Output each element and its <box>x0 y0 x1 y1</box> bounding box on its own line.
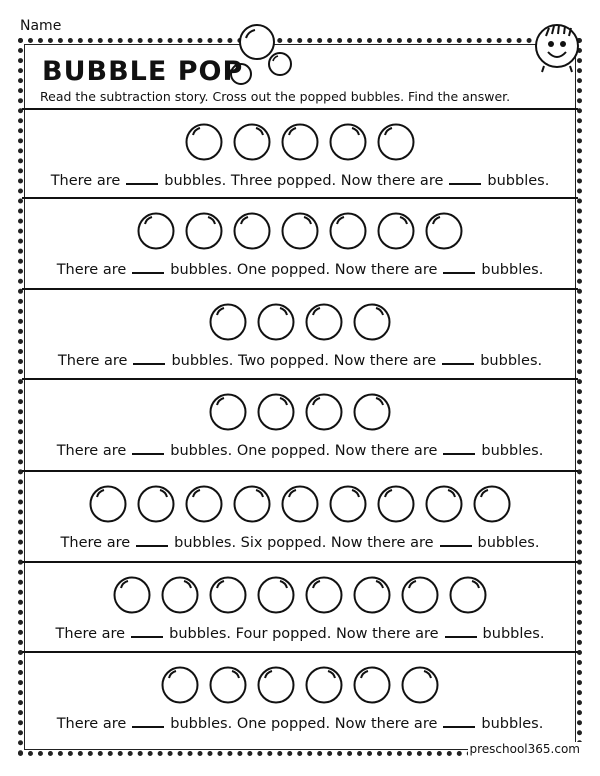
bubble-icon[interactable] <box>403 668 438 703</box>
bubble-icon[interactable] <box>163 578 198 613</box>
sentence-now: Now there are <box>340 173 444 189</box>
bubble-icon[interactable] <box>355 578 390 613</box>
popped-text: Six popped. <box>240 535 327 551</box>
bubble-icon[interactable] <box>187 487 222 522</box>
sentence-now: Now there are <box>334 443 438 459</box>
story-sentence <box>26 626 574 642</box>
answer-blank[interactable] <box>136 545 168 547</box>
bubble-icon[interactable] <box>355 305 390 340</box>
answer-blank[interactable] <box>443 272 475 274</box>
bubble-icon[interactable] <box>187 214 222 249</box>
sentence-start: There are <box>56 716 127 732</box>
bubble-icon[interactable] <box>451 578 486 613</box>
bubble-icon[interactable] <box>307 395 342 430</box>
popped-text: One popped. <box>236 443 331 459</box>
bubble-icon[interactable] <box>283 487 318 522</box>
bubble-icon[interactable] <box>283 214 318 249</box>
sentence-bubbles-word: bubbles. <box>164 173 227 189</box>
sentence-now: Now there are <box>334 716 438 732</box>
sentence-start: There are <box>55 626 126 642</box>
name-label: Name <box>20 18 62 34</box>
story-row <box>26 290 574 379</box>
bubble-icon[interactable] <box>211 305 246 340</box>
sentence-bubbles-word: bubbles. <box>174 535 237 551</box>
instructions-text: Read the subtraction story. Cross out the popped bubbles. Find the answer. <box>40 89 511 104</box>
story-sentence <box>26 716 574 732</box>
sentence-end: bubbles. <box>481 716 544 732</box>
popped-text: Three popped. <box>230 173 337 189</box>
popped-text: Four popped. <box>235 626 332 642</box>
answer-blank[interactable] <box>449 183 481 185</box>
sentence-end: bubbles. <box>482 626 545 642</box>
bubble-icon[interactable] <box>427 214 462 249</box>
bubble-icon[interactable] <box>331 214 366 249</box>
sentence-end: bubbles. <box>481 262 544 278</box>
answer-blank[interactable] <box>445 636 477 638</box>
footer-website: preschool365.com <box>469 742 580 756</box>
sentence-now: Now there are <box>334 262 438 278</box>
worksheet-header <box>26 46 574 108</box>
sentence-end: bubbles. <box>481 443 544 459</box>
sentence-end: bubbles. <box>480 353 543 369</box>
sentence-bubbles-word: bubbles. <box>170 716 233 732</box>
bubble-group <box>26 120 574 164</box>
popped-text: Two popped. <box>237 353 329 369</box>
sentence-start: There are <box>56 262 127 278</box>
story-sentence <box>26 535 574 551</box>
answer-blank[interactable] <box>443 726 475 728</box>
bubble-icon[interactable] <box>379 214 414 249</box>
bubble-group <box>26 663 574 707</box>
sentence-end: bubbles. <box>477 535 540 551</box>
bubble-icon[interactable] <box>115 578 150 613</box>
bubble-icon[interactable] <box>139 487 174 522</box>
bubble-icon[interactable] <box>211 578 246 613</box>
story-sentence <box>26 262 574 278</box>
bubble-icon[interactable] <box>235 125 270 160</box>
bubble-group <box>26 482 574 526</box>
story-sentence <box>26 443 574 459</box>
page-title: BUBBLE POP <box>42 56 244 87</box>
sentence-start: There are <box>60 535 131 551</box>
bubble-icon[interactable] <box>331 487 366 522</box>
sentence-bubbles-word: bubbles. <box>169 626 232 642</box>
bubble-icon[interactable] <box>139 214 174 249</box>
bubble-icon[interactable] <box>427 487 462 522</box>
bubble-icon[interactable] <box>259 578 294 613</box>
popped-text: One popped. <box>236 716 331 732</box>
bubble-icon[interactable] <box>187 125 222 160</box>
sentence-bubbles-word: bubbles. <box>171 353 234 369</box>
sentence-start: There are <box>56 443 127 459</box>
sentence-now: Now there are <box>333 353 437 369</box>
bubble-icon[interactable] <box>163 668 198 703</box>
story-row <box>26 380 574 469</box>
answer-blank[interactable] <box>443 453 475 455</box>
bubble-group <box>26 390 574 434</box>
answer-blank[interactable] <box>440 545 472 547</box>
answer-blank[interactable] <box>126 183 158 185</box>
bubble-icon[interactable] <box>379 125 414 160</box>
answer-blank[interactable] <box>442 363 474 365</box>
bubble-icon[interactable] <box>379 487 414 522</box>
sentence-start: There are <box>50 173 121 189</box>
answer-blank[interactable] <box>131 636 163 638</box>
bubble-icon[interactable] <box>331 125 366 160</box>
bubble-icon[interactable] <box>307 578 342 613</box>
sentence-bubbles-word: bubbles. <box>170 443 233 459</box>
bubble-icon[interactable] <box>235 487 270 522</box>
story-row <box>26 199 574 288</box>
bubble-icon[interactable] <box>283 125 318 160</box>
story-row <box>26 563 574 652</box>
bubble-icon[interactable] <box>235 214 270 249</box>
bubble-icon[interactable] <box>91 487 126 522</box>
answer-blank[interactable] <box>132 453 164 455</box>
answer-blank[interactable] <box>133 363 165 365</box>
story-sentence <box>26 173 574 189</box>
bubble-icon[interactable] <box>355 668 390 703</box>
sentence-now: Now there are <box>330 535 434 551</box>
bubble-group <box>26 300 574 344</box>
sentence-start: There are <box>57 353 128 369</box>
story-sentence <box>26 353 574 369</box>
bubble-icon[interactable] <box>259 395 294 430</box>
bubble-icon[interactable] <box>307 305 342 340</box>
answer-blank[interactable] <box>132 726 164 728</box>
bubble-group <box>26 209 574 253</box>
story-row <box>26 653 574 742</box>
bubble-icon[interactable] <box>355 395 390 430</box>
sentence-now: Now there are <box>335 626 439 642</box>
bubble-icon[interactable] <box>211 668 246 703</box>
bubble-icon[interactable] <box>307 668 342 703</box>
story-row <box>26 472 574 561</box>
bubble-icon[interactable] <box>403 578 438 613</box>
sentence-end: bubbles. <box>487 173 550 189</box>
sentence-bubbles-word: bubbles. <box>170 262 233 278</box>
bubble-group <box>26 573 574 617</box>
popped-text: One popped. <box>236 262 331 278</box>
bubble-icon[interactable] <box>475 487 510 522</box>
bubble-icon[interactable] <box>259 305 294 340</box>
answer-blank[interactable] <box>132 272 164 274</box>
bubble-icon[interactable] <box>211 395 246 430</box>
bubble-icon[interactable] <box>259 668 294 703</box>
story-row <box>26 110 574 199</box>
